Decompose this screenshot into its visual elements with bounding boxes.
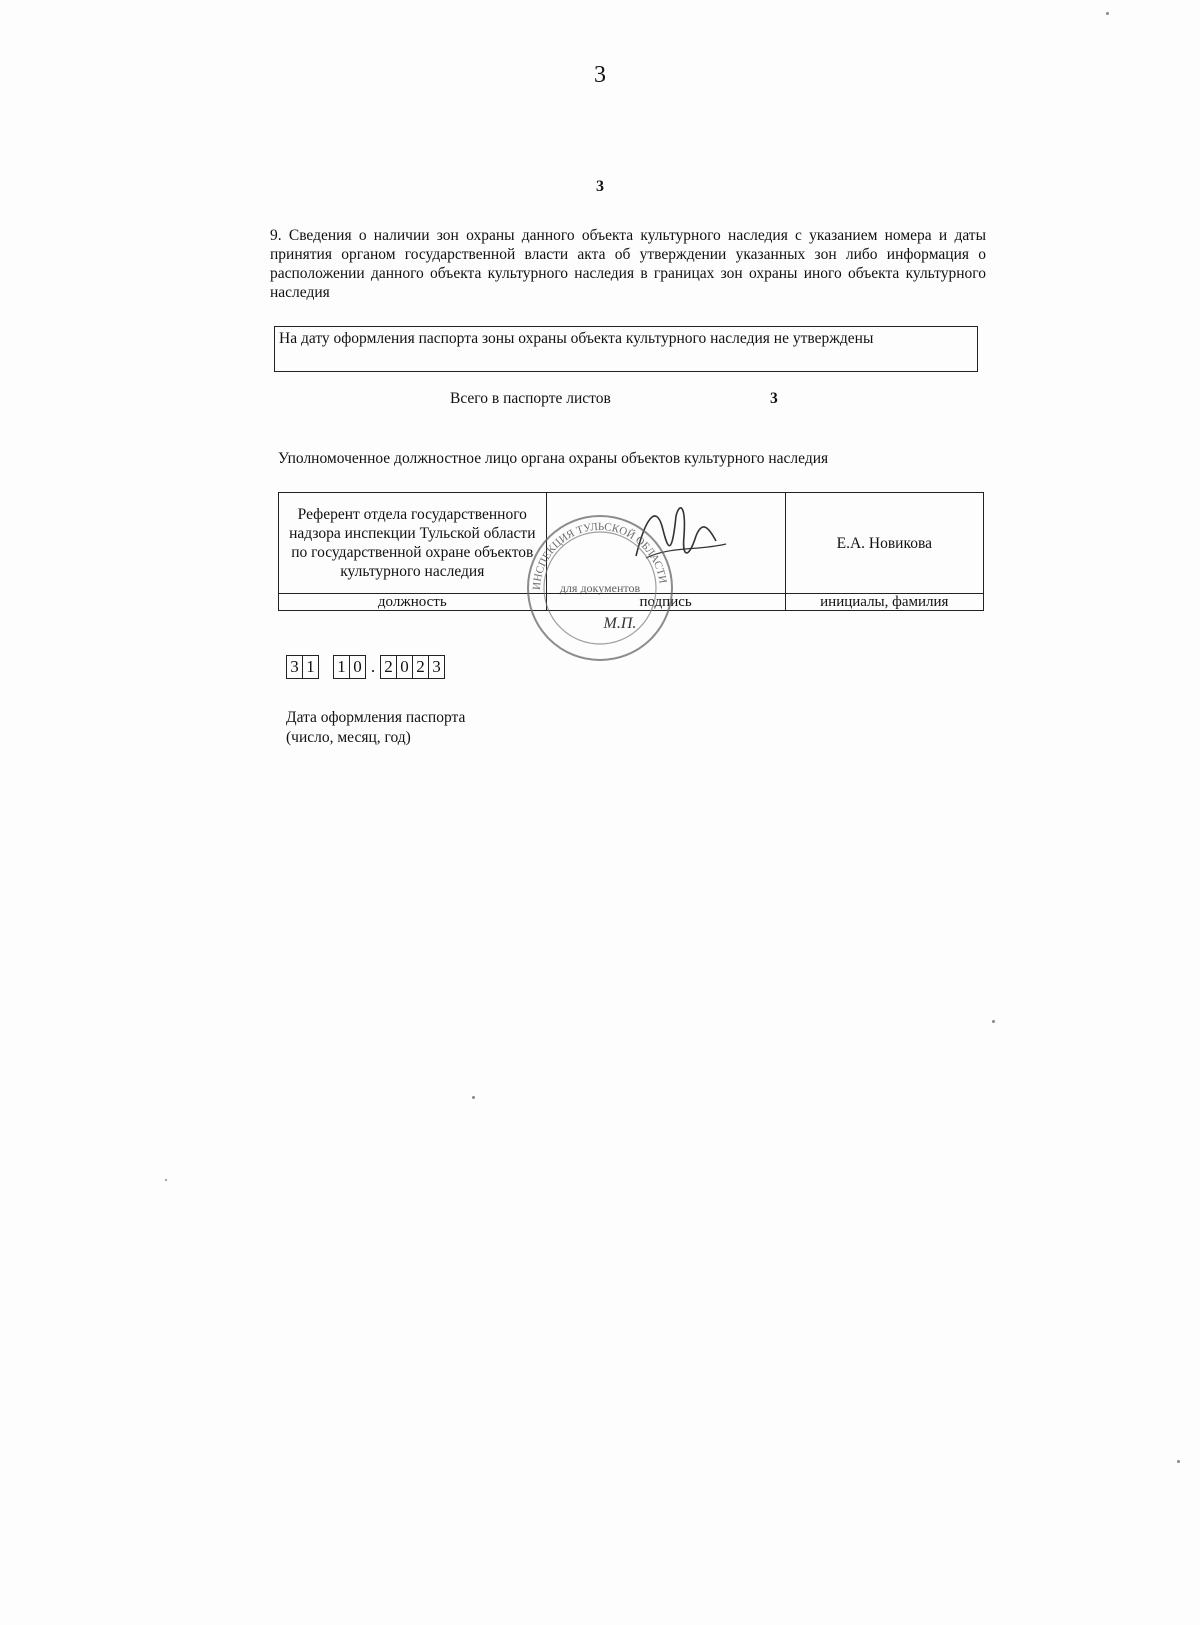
date-year-group	[380, 655, 445, 679]
official-heading: Уполномоченное должностное лицо органа охраны объектов культурного наследия	[278, 450, 829, 467]
date-day-group	[286, 655, 319, 679]
date-year-digit: 3	[429, 655, 445, 679]
zones-status-box: На дату оформления паспорта зоны охраны объекта культурного наследия не утверждены	[274, 326, 978, 372]
date-month-digit: 1	[333, 655, 350, 679]
passport-date-boxes	[286, 655, 445, 679]
sheets-total-label: Всего в паспорте листов	[450, 390, 611, 407]
date-year-digit: 0	[397, 655, 413, 679]
scan-speck	[472, 1096, 475, 1099]
sheets-total-count: 3	[770, 390, 778, 407]
handwritten-signature-icon	[576, 496, 756, 586]
date-month-digit: 0	[350, 655, 366, 679]
caption-name: инициалы, фамилия	[785, 594, 983, 611]
stamp-mp-mark: М.П.	[603, 615, 637, 632]
scan-speck	[1177, 1460, 1180, 1463]
stamp-inner-text: для документов	[559, 581, 641, 595]
inner-page-number: 3	[596, 178, 604, 195]
date-caption	[286, 708, 465, 748]
signature-table	[278, 492, 984, 611]
scan-speck	[165, 1179, 167, 1181]
date-day-digit: 1	[303, 655, 319, 679]
scan-speck	[992, 1020, 995, 1023]
signature-cell	[546, 493, 785, 594]
signature-caption-row	[279, 594, 984, 611]
date-caption-line: (число, месяц, год)	[286, 729, 411, 746]
date-year-digit: 2	[413, 655, 429, 679]
signature-table-row	[279, 493, 984, 594]
outer-page-number: 3	[594, 62, 606, 88]
date-month-group	[333, 655, 366, 679]
scan-speck	[1106, 12, 1109, 15]
caption-signature: подпись	[546, 594, 785, 611]
date-separator: .	[370, 657, 376, 676]
official-name: Е.А. Новикова	[785, 493, 983, 594]
stamp-arc-text: ИНСПЕКЦИЯ ТУЛЬСКОЙ ОБЛАСТИ	[530, 520, 669, 591]
date-day-digit: 3	[286, 655, 303, 679]
date-year-digit: 2	[380, 655, 397, 679]
caption-position: должность	[279, 594, 547, 611]
section-9-paragraph: 9. Сведения о наличии зон охраны данного объекта культурного наследия с указанием номера и даты принятия органом государственной власти акта об утверждении указанных зон либо информация о расположении данного объекта культурного наследия в границах зон охраны иного объекта культурного наследия	[270, 227, 986, 301]
official-position: Референт отдела государственного надзора инспекции Тульской области по государственной охране объектов культурного наследия	[279, 493, 547, 594]
date-caption-line: Дата оформления паспорта	[286, 709, 466, 726]
